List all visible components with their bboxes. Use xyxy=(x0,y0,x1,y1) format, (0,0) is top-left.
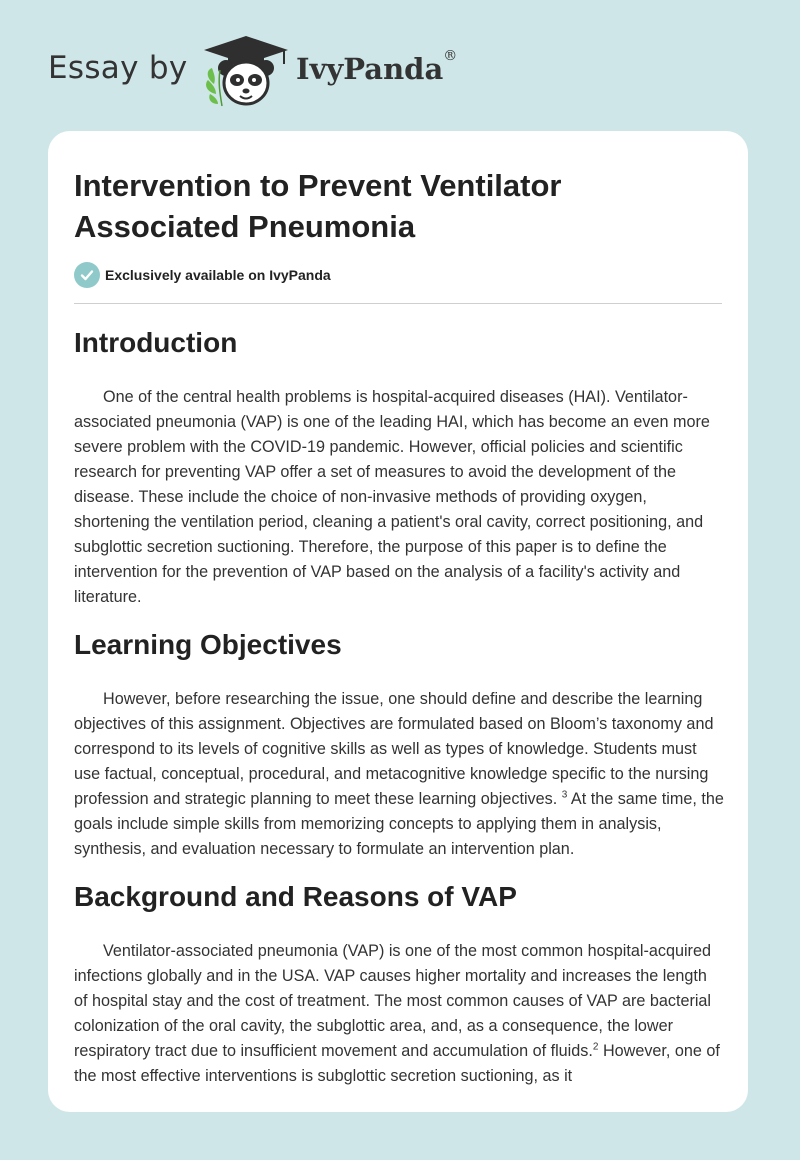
site-header xyxy=(0,0,800,130)
footnote-ref[interactable]: 2 xyxy=(592,1041,599,1053)
brand-name[interactable]: IvyPanda® xyxy=(296,48,458,86)
exclusive-label: Exclusively available on IvyPanda xyxy=(105,267,331,283)
essay-by-label: Essay by xyxy=(48,50,188,86)
ivypanda-logo-icon[interactable] xyxy=(200,34,292,108)
footnote-ref[interactable]: 3 xyxy=(561,789,568,801)
article-card xyxy=(48,131,748,1112)
section-paragraph-learning-objectives: However, before researching the issue, one should define and describe the learning objectives of this assignment. Objectives are formulated based on Bloom’s taxonomy and correspond to its levels of cognitive skills as well as types of knowledge. Students must use factual, conceptual, procedural, and metacognitive knowledge specific to the nursing profession and strategic planning to meet these learning objectives. $^3$ At the same time, the goals include simple skills from memorizing concepts to applying them in analysis, synthesis, and evaluation necessary to formulate an intervention plan. xyxy=(74,690,724,858)
divider xyxy=(74,303,722,304)
section-paragraph-background: Ventilator-associated pneumonia (VAP) is one of the most common hospital-acquired infections globally and in the USA. VAP causes higher mortality and increases the length of hospital stay and the cost of treatment. The most common causes of VAP are bacterial colonization of the oral cavity, the subglottic area, and, as a consequence, the lower respiratory tract due to insufficient movement and accumulation of fluids.$^2$ However, one of the most effective interventions is subglottic secretion suctioning, as it xyxy=(74,942,720,1085)
section-paragraph-introduction: One of the central health problems is hospital-acquired diseases (HAI). Ventilator-associated pneumonia (VAP) is one of the leading HAI, which has become an even more severe problem with the COVID-19 pandemic. However, official policies and scientific research for preventing VAP offer a set of measures to avoid the development of the disease. These include the choice of non-invasive methods of providing oxygen, shortening the ventilation period, cleaning a patient's oral cavity, correct positioning, and subglottic secretion suctioning. Therefore, the purpose of this paper is to define the intervention for the prevention of VAP based on the analysis of a facility's activity and literature. xyxy=(74,388,710,606)
registered-mark: ® xyxy=(443,48,458,64)
section-heading-learning-objectives: Learning Objectives xyxy=(74,629,342,660)
exclusive-badge xyxy=(74,261,331,289)
section-heading-background: Background and Reasons of VAP xyxy=(74,881,517,912)
section-heading-introduction: Introduction xyxy=(74,327,238,358)
article-title: Intervention to Prevent Ventilator Associated Pneumonia xyxy=(74,168,562,244)
check-circle-icon xyxy=(74,262,100,288)
